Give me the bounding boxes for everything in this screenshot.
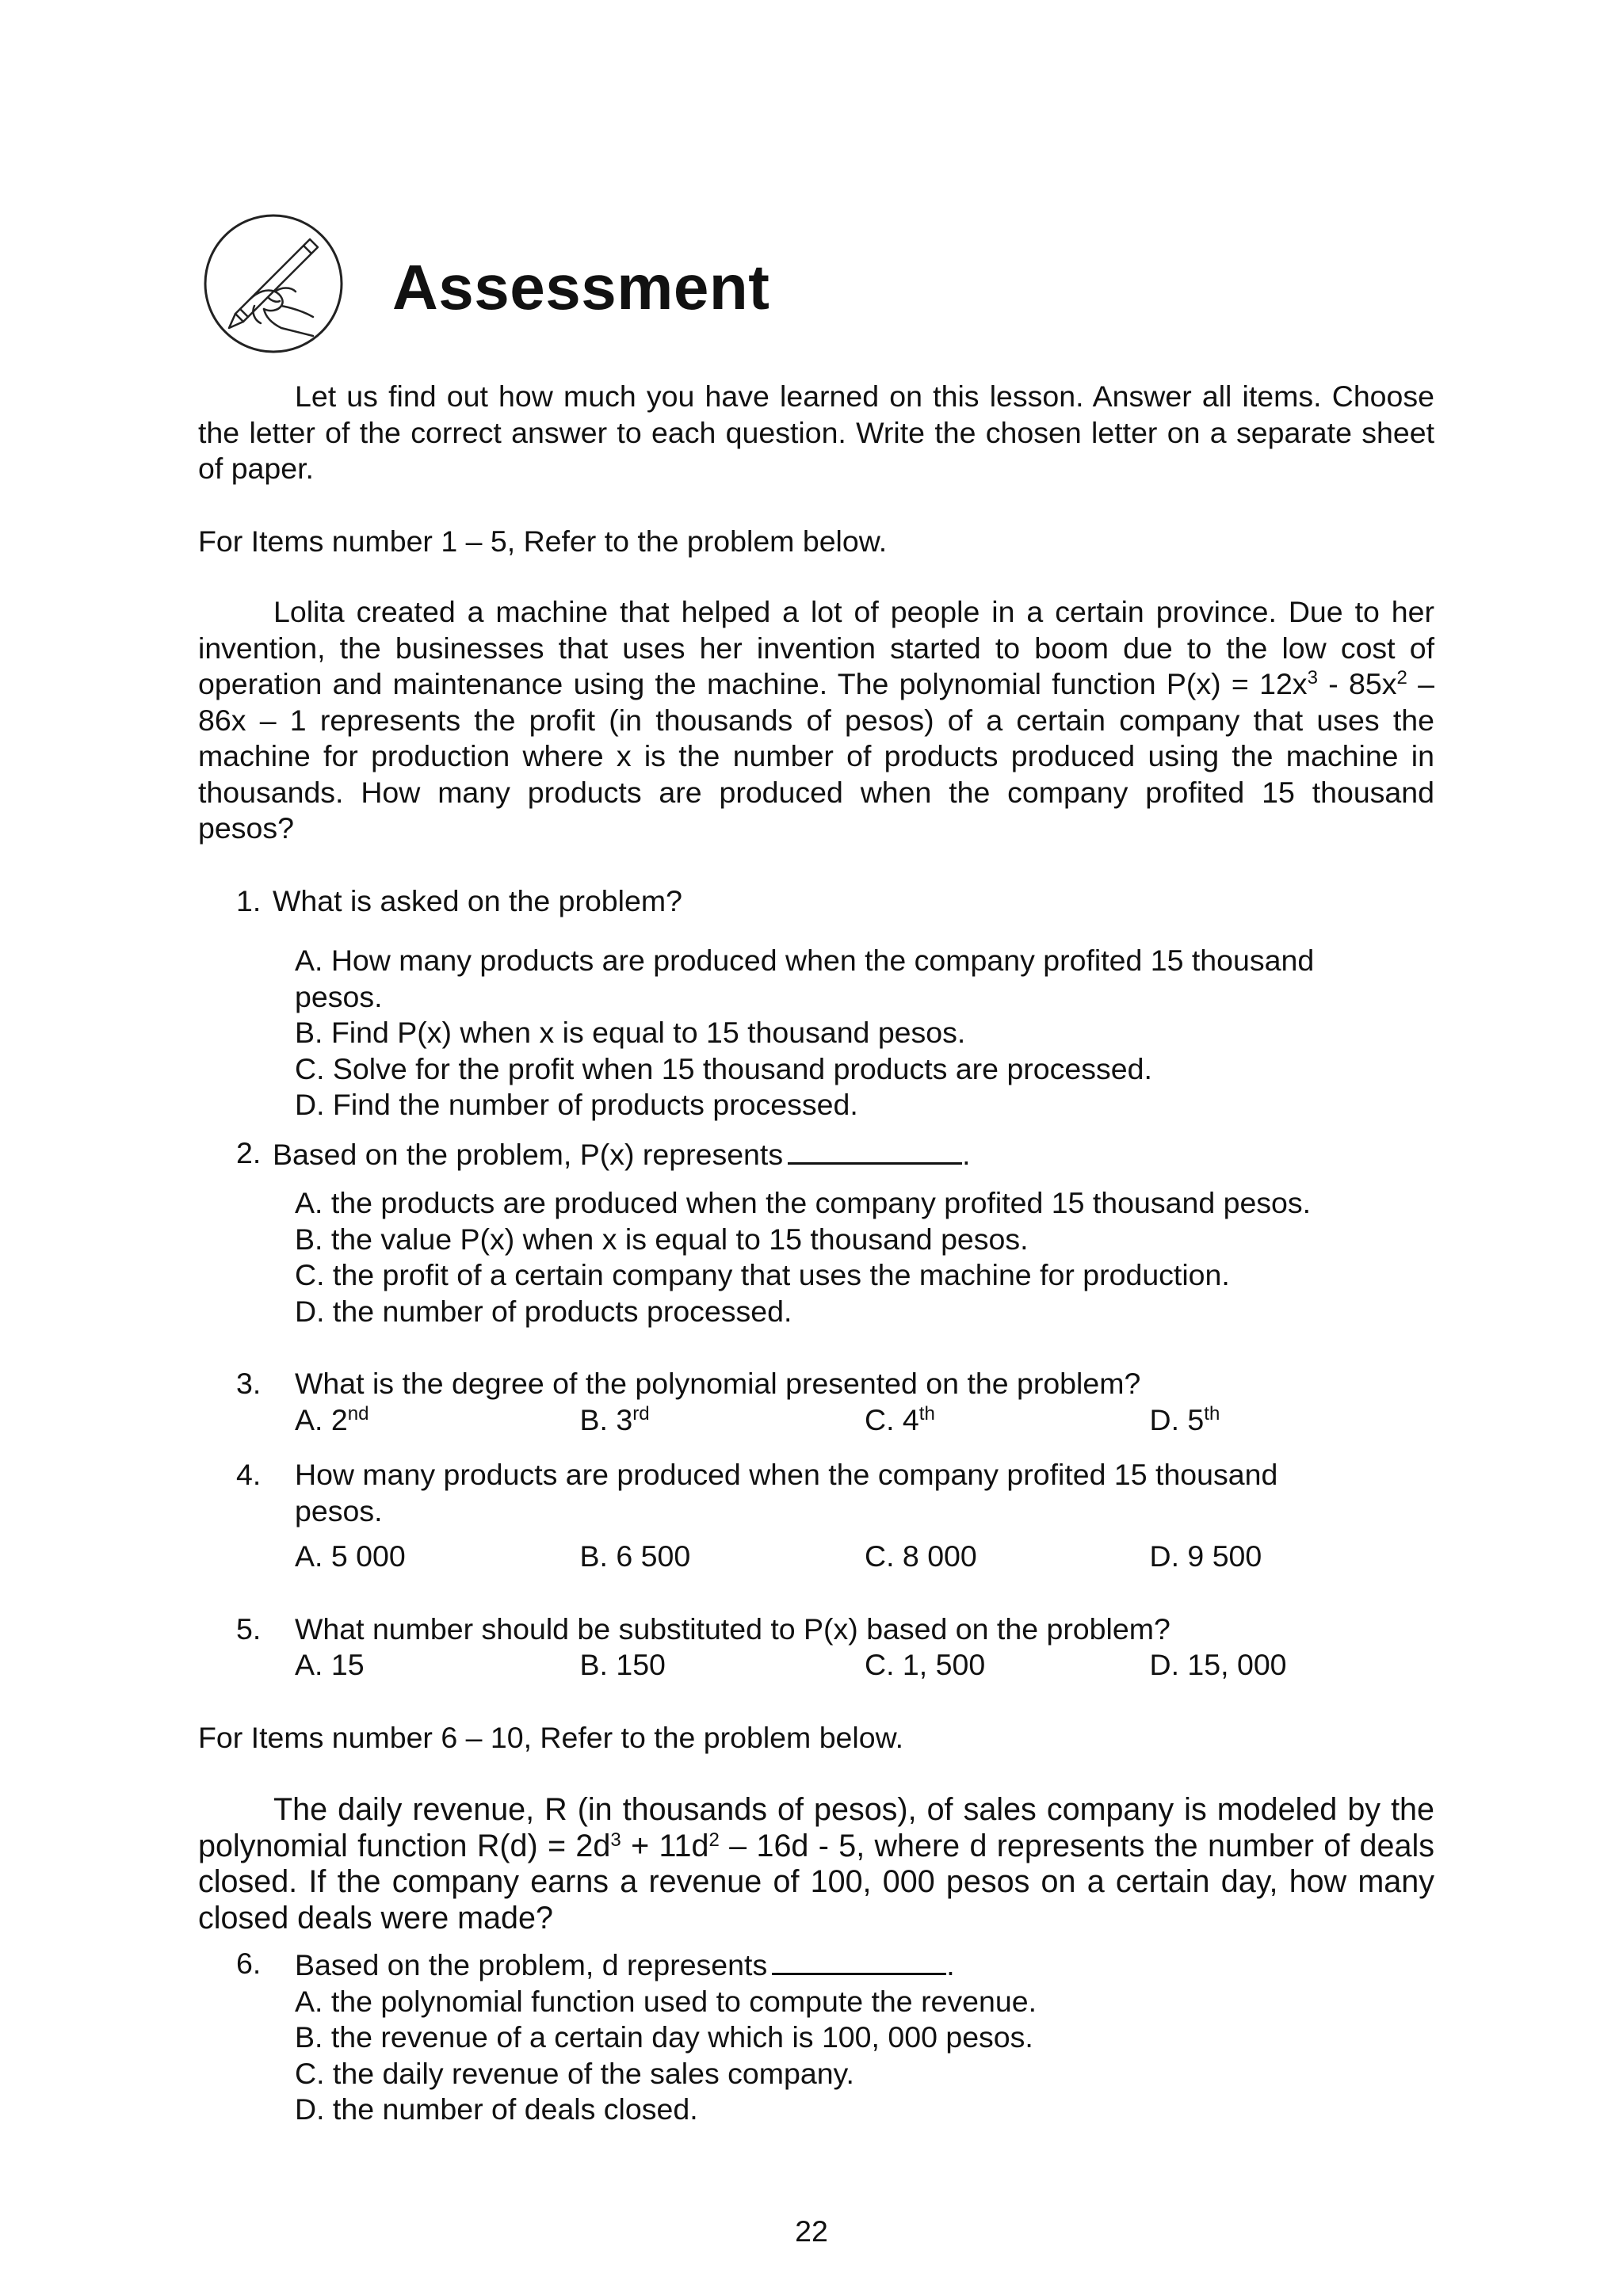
option-a[interactable]: A. 15 (295, 1648, 365, 1681)
option-b[interactable]: B. the value P(x) when x is equal to 15 thousand pesos. (295, 1222, 1029, 1256)
answer-options (198, 1185, 1434, 1329)
assessment-content (198, 379, 1434, 2128)
question-text: Based on the problem, P(x) represents (273, 1137, 784, 1171)
problem2-exponent-a: 3 (610, 1829, 621, 1851)
option-a[interactable]: A. How many products are produced when the company profited 15 thousand pesos. (295, 944, 1315, 1013)
question-4 (198, 1457, 1434, 1575)
question-end: . (946, 1948, 955, 1981)
answer-options (198, 1647, 1434, 1684)
question-3 (198, 1366, 1434, 1438)
question-number: 1. (236, 883, 262, 917)
intro-instructions: Let us find out how much you have learned on this lesson. Answer all items. Choose the letter of the correct answer to each question. Write the chosen letter on a separate sheet of paper. (198, 379, 1434, 485)
question-6 (198, 1946, 1434, 2128)
option-b[interactable]: B. the revenue of a certain day which is 100, 000 pesos. (295, 2020, 1033, 2054)
page-title: Assessment (392, 252, 770, 322)
question-end: . (962, 1137, 971, 1171)
option-c[interactable]: C. 8 000 (865, 1539, 977, 1573)
question-text: What number should be substituted to P(x) based on the problem? (295, 1611, 1170, 1646)
option-b[interactable]: B. 3rd (579, 1402, 650, 1436)
question-number: 6. (236, 1947, 262, 1980)
option-c[interactable]: C. the daily revenue of the sales company. (295, 2056, 854, 2090)
answer-options (198, 1539, 1434, 1575)
problem2-text-b: + 11d (621, 1828, 709, 1863)
problem2-exponent-b: 2 (708, 1829, 720, 1851)
option-b[interactable]: B. 6 500 (579, 1539, 691, 1573)
problem2-text-c: – 16d - 5, where d represents the number of deals closed. If the company earns a revenue of 100, 000 pesos on a certain day, how many closed deals were made? (198, 1828, 1434, 1936)
problem1-exponent-b: 2 (1396, 667, 1407, 688)
option-c[interactable]: C. 1, 500 (865, 1648, 986, 1681)
problem1-exponent-a: 3 (1307, 667, 1318, 688)
answer-options (198, 943, 1434, 1123)
page-number: 22 (795, 2214, 828, 2248)
option-a[interactable]: A. 5 000 (295, 1539, 406, 1573)
option-d[interactable]: D. the number of products processed. (295, 1294, 792, 1328)
option-a[interactable]: A. 2nd (295, 1402, 369, 1436)
question-number: 2. (236, 1135, 262, 1169)
pencil-hand-icon (202, 212, 345, 355)
problem1-text-b: - 85x (1317, 667, 1397, 700)
option-c[interactable]: C. the profit of a certain company that uses the machine for production. (295, 1258, 1230, 1291)
problem-statement-1 (198, 594, 1434, 847)
question-text: What is asked on the problem? (273, 883, 682, 917)
option-d[interactable]: D. the number of deals closed. (295, 2092, 698, 2126)
option-c[interactable]: C. Solve for the profit when 15 thousand products are processed. (295, 1051, 1152, 1085)
problem1-text-a: Lolita created a machine that helped a lot of people in a certain province. Due to her invention, the businesses that uses her invention started to boom due to the low cost of operation and maintenance using the machine. The polynomial function P(x) = 12x (198, 595, 1434, 700)
option-c[interactable]: C. 4th (865, 1402, 935, 1436)
problem2-text-a: The daily revenue, R (in thousands of pesos), of sales company is modeled by the polynomial function R(d) = 2d (198, 1792, 1434, 1863)
question-5 (198, 1611, 1434, 1684)
option-b[interactable]: B. Find P(x) when x is equal to 15 thousand pesos. (295, 1016, 966, 1049)
assessment-header (202, 212, 1153, 363)
answer-options (198, 1402, 1434, 1439)
option-d[interactable]: D. 15, 000 (1149, 1648, 1287, 1681)
option-a[interactable]: A. the products are produced when the company profited 15 thousand pesos. (295, 1186, 1312, 1219)
option-a[interactable]: A. the polynomial function used to compute the revenue. (295, 1984, 1037, 2018)
answer-options (198, 1984, 1434, 2128)
question-number: 3. (236, 1367, 262, 1400)
question-number: 4. (236, 1458, 262, 1491)
problem-statement-2 (198, 1792, 1434, 1936)
answer-blank (772, 1946, 946, 1975)
question-text: What is the degree of the polynomial presented on the problem? (295, 1367, 1141, 1400)
section2-heading: For Items number 6 – 10, Refer to the problem below. (198, 1720, 904, 1754)
option-d[interactable]: D. 9 500 (1149, 1539, 1262, 1573)
question-2 (198, 1135, 1434, 1330)
problem1-text-c: – 86x – 1 represents the profit (in thousands of pesos) of a certain company that uses the machine for production where x is the number of products produced using the machine in thousands. How many products are produced when the company profited 15 thousand pesos? (198, 667, 1435, 845)
question-text: Based on the problem, d represents (295, 1948, 768, 1981)
option-d[interactable]: D. 5th (1149, 1402, 1220, 1436)
answer-blank (788, 1135, 962, 1165)
option-b[interactable]: B. 150 (579, 1648, 666, 1681)
question-number: 5. (236, 1611, 262, 1646)
option-d[interactable]: D. Find the number of products processed. (295, 1088, 858, 1121)
section1-heading: For Items number 1 – 5, Refer to the problem below. (198, 524, 888, 558)
question-1 (198, 883, 1434, 1123)
question-text: How many products are produced when the company profited 15 thousand pesos. (295, 1458, 1278, 1527)
